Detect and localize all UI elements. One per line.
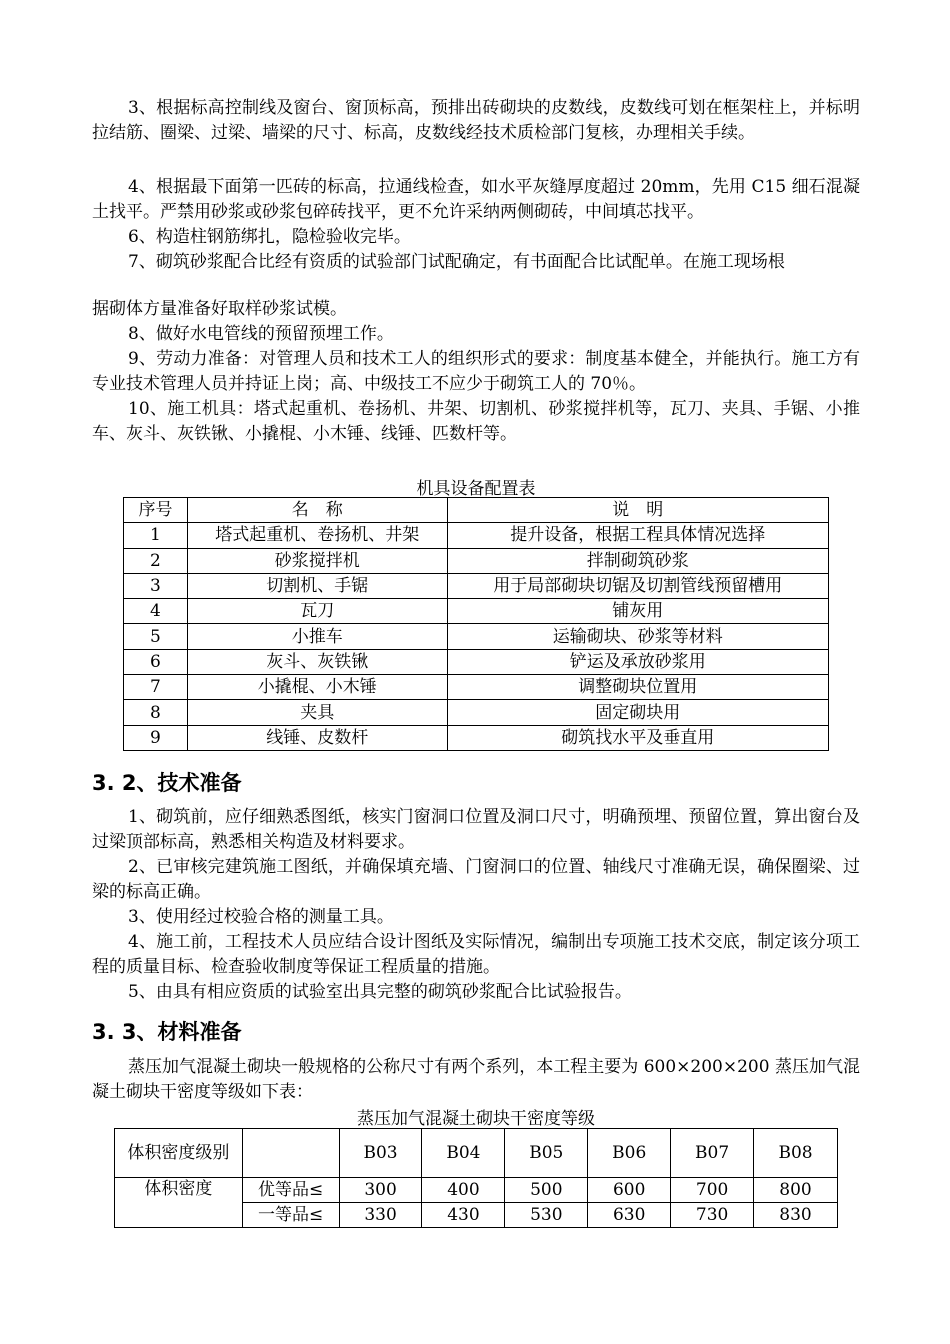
density-header-row [115,1129,838,1178]
paragraph-9: 9、劳动力准备：对管理人员和技术工人的组织形式的要求：制度基本健全，并能执行。施工方有专业技术管理人员并持证上岗；高、中级技工不应少于砌筑工人的 70％。 [92,349,860,394]
table-row [124,599,829,624]
row-name-cell: 砂浆搅拌机 [187,548,447,573]
row-name-cell: 夹具 [187,700,447,725]
row-description-cell: 铲运及承放砂浆用 [447,649,828,674]
row-name-cell: 塔式起重机、卷扬机、井架 [187,523,447,548]
paragraph-3: 3、根据标高控制线及窗台、窗顶标高，预排出砖砌块的皮数线，皮数线可划在框架柱上，并标明拉结筋、圈梁、过梁、墙梁的尺寸、标高，皮数线经技术质检部门复核，办理相关手续。 [92,98,860,143]
table-row [124,649,829,674]
row-description-cell: 拌制砌筑砂浆 [447,548,828,573]
material-paragraph: 蒸压加气混凝土砌块一般规格的公称尺寸有两个系列，本工程主要为 600×200×200 蒸压加气混凝土砌块干密度等级如下表： [92,1057,860,1102]
row-description-cell: 用于局部砌块切锯及切割管线预留槽用 [447,573,828,598]
tech-paragraph-3: 3、使用经过校验合格的测量工具。 [128,907,394,927]
grade-cell: B08 [754,1129,838,1178]
row-description-cell: 提升设备，根据工程具体情况选择 [447,523,828,548]
row-description-cell: 铺灰用 [447,599,828,624]
paragraph-4: 4、根据最下面第一匹砖的标高，拉通线检查，如水平灰缝厚度超过 20mm，先用 C15 细石混凝土找平。严禁用砂浆或砂浆包碎砖找平，更不允许采纳两侧砌砖，中间填芯找平。 [92,177,860,222]
header-cell-index: 序号 [124,498,188,523]
row-index-cell: 2 [124,548,188,573]
row-index-cell: 4 [124,599,188,624]
row-description-cell: 固定砌块用 [447,700,828,725]
density-value-cell: 300 [339,1178,422,1203]
table-row [124,624,829,649]
tech-paragraph-5: 5、由具有相应资质的试验室出具完整的砌筑砂浆配合比试验报告。 [128,982,632,1002]
density-value-cell: 600 [588,1178,671,1203]
equipment-table-caption: 机具设备配置表 [416,479,536,499]
row-index-cell: 1 [124,523,188,548]
row-index-cell: 3 [124,573,188,598]
table-row [124,700,829,725]
grade-cell: B07 [671,1129,754,1178]
section-heading-3-3: 3. 3、材料准备 [92,1020,242,1044]
table-row [124,548,829,573]
paragraph-8: 8、做好水电管线的预留预埋工作。 [128,324,394,344]
density-value-cell: 830 [754,1203,838,1228]
grade-label-first-class: 一等品≤ [242,1203,339,1228]
row-description-cell: 砌筑找水平及垂直用 [447,725,828,750]
section-heading-3-2: 3. 2、技术准备 [92,771,242,795]
tech-paragraph-1: 1、砌筑前，应仔细熟悉图纸，核实门窗洞口位置及洞口尺寸，明确预埋、预留位置，算出窗台及过梁顶部标高，熟悉相关构造及材料要求。 [92,807,860,852]
paragraph-10: 10、施工机具：塔式起重机、卷扬机、井架、切割机、砂浆搅拌机等，瓦刀、夹具、手锯、小推车、灰斗、灰铁锹、小撬棍、小木锤、线锤、匹数杆等。 [92,399,860,444]
row-name-cell: 小推车 [187,624,447,649]
density-value-cell: 630 [588,1203,671,1228]
row-description-cell: 运输砌块、砂浆等材料 [447,624,828,649]
grade-cell: B05 [505,1129,588,1178]
density-value-cell: 500 [505,1178,588,1203]
table-header-row [124,498,829,523]
density-header-empty [242,1129,339,1178]
grade-cell: B03 [339,1129,422,1178]
header-cell-name: 名 称 [187,498,447,523]
row-name-cell: 灰斗、灰铁锹 [187,649,447,674]
paragraph-6: 6、构造柱钢筋绑扎，隐检验收完毕。 [128,227,411,247]
equipment-table [123,497,829,751]
table-row [124,675,829,700]
paragraph-7-continued: 据砌体方量准备好取样砂浆试模。 [92,299,347,319]
row-index-cell: 7 [124,675,188,700]
grade-cell: B04 [422,1129,505,1178]
row-name-cell: 切割机、手锯 [187,573,447,598]
density-value-cell: 330 [339,1203,422,1228]
row-index-cell: 8 [124,700,188,725]
row-name-cell: 线锤、皮数杆 [187,725,447,750]
paragraph-7: 7、砌筑砂浆配合比经有资质的试验部门试配确定，有书面配合比试配单。在施工现场根 [128,252,785,272]
row-name-cell: 瓦刀 [187,599,447,624]
density-table [114,1128,838,1228]
header-cell-description: 说 明 [447,498,828,523]
grade-cell: B06 [588,1129,671,1178]
density-value-cell: 400 [422,1178,505,1203]
density-value-cell: 430 [422,1203,505,1228]
row-description-cell: 调整砌块位置用 [447,675,828,700]
density-row-premium [115,1178,838,1203]
density-value-cell: 730 [671,1203,754,1228]
table-row [124,523,829,548]
tech-paragraph-2: 2、已审核完建筑施工图纸，并确保填充墙、门窗洞口的位置、轴线尺寸准确无误，确保圈梁、过梁的标高正确。 [92,857,860,902]
density-header-label: 体积密度级别 [115,1129,243,1178]
row-index-cell: 9 [124,725,188,750]
grade-label-premium: 优等品≤ [242,1178,339,1203]
table-row [124,725,829,750]
row-name-cell: 小撬棍、小木锤 [187,675,447,700]
density-value-cell: 700 [671,1178,754,1203]
row-index-cell: 6 [124,649,188,674]
table-row [124,573,829,598]
row-index-cell: 5 [124,624,188,649]
density-value-cell: 800 [754,1178,838,1203]
density-table-caption: 蒸压加气混凝土砌块干密度等级 [357,1109,595,1129]
density-value-cell: 530 [505,1203,588,1228]
tech-paragraph-4: 4、施工前，工程技术人员应结合设计图纸及实际情况，编制出专项施工技术交底，制定该分项工程的质量目标、检查验收制度等保证工程质量的措施。 [92,932,860,977]
density-row-label: 体积密度 [115,1178,243,1228]
